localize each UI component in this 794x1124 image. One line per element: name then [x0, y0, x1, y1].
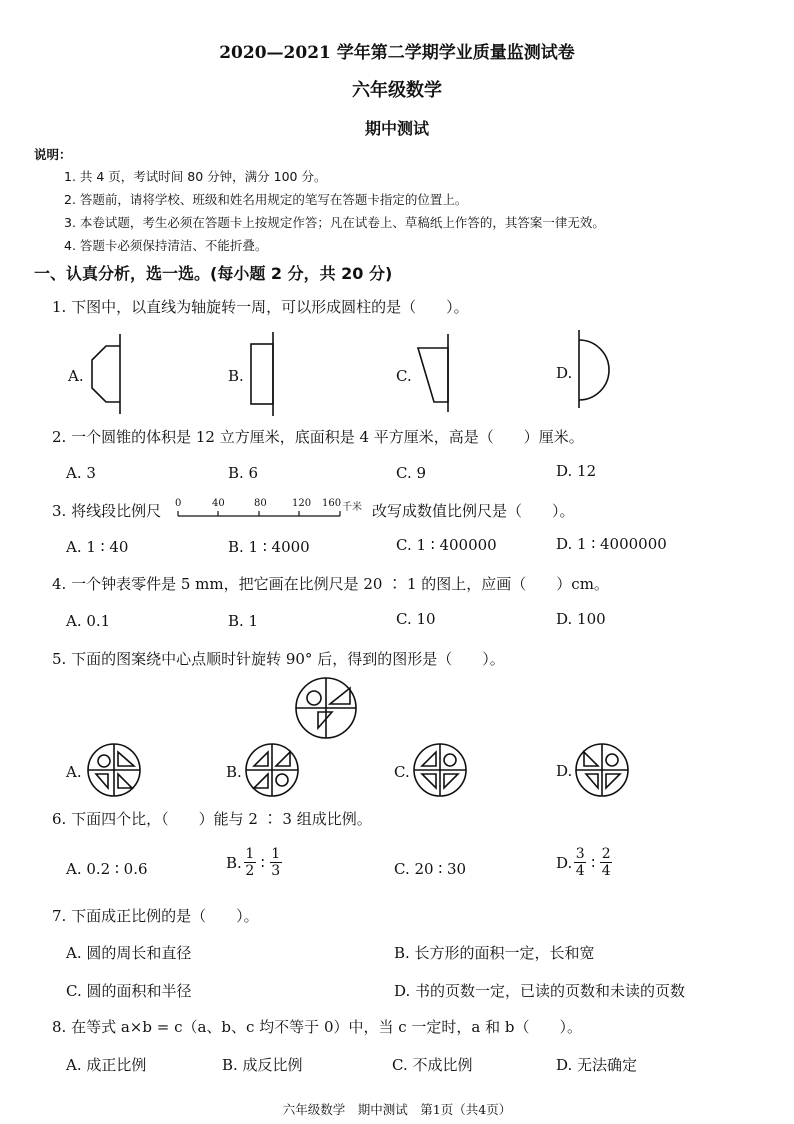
q7-option-c: C. 圆的面积和半径 [66, 982, 192, 1000]
fraction [600, 846, 612, 879]
scale-tick-label: 80 [254, 498, 267, 509]
q4-option-b: B. 1 [228, 612, 259, 630]
exam-type: 期中测试 [364, 119, 429, 138]
fraction [574, 846, 586, 879]
line-scale [172, 498, 370, 522]
q5-original-figure [294, 676, 358, 740]
subject-title: 六年级数学 [352, 80, 442, 101]
q1-figure-a [88, 334, 128, 416]
q6-option-d-label: D. [556, 853, 573, 872]
question-3: 3. 将线段比例尺 [52, 502, 162, 520]
q6-option-a: A. 0.2 ∶ 0.6 [66, 860, 148, 878]
numerator: 2 [601, 846, 611, 862]
q5-figure-a [86, 742, 142, 798]
q5-option-b: B. [226, 763, 242, 781]
q2-option-b: B. 6 [228, 464, 259, 482]
denominator: 4 [575, 863, 585, 879]
question-5: 5. 下面的图案绕中心点顺时针旋转 90° 后，得到的图形是（ ）。 [52, 650, 505, 668]
q3-option-d: D. 1 ∶ 4000000 [556, 535, 667, 553]
q1-figure-d [574, 330, 614, 410]
question-1: 1. 下图中，以直线为轴旋转一周，可以形成圆柱的是（ ）。 [52, 298, 469, 316]
q8-option-a: A. 成正比例 [66, 1056, 147, 1074]
denominator: 2 [245, 863, 255, 879]
q5-figure-d [574, 742, 630, 798]
question-6: 6. 下面四个比，（ ）能与 2 ∶ 3 组成比例。 [52, 810, 372, 828]
question-8: 8. 在等式 a×b = c（a、b、c 均不等于 0）中，当 c 一定时，a 和 b（ ）。 [52, 1018, 583, 1036]
question-4: 4. 一个钟表零件是 5 mm，把它画在比例尺是 20 ∶ 1 的图上，应画（ ）cm。 [52, 575, 609, 593]
q1-figure-b [246, 332, 286, 418]
note-item: 3. 本卷试题，考生必须在答题卡上按规定作答；凡在试卷上、草稿纸上作答的，其答案一律无效。 [64, 215, 605, 230]
q4-option-d: D. 100 [556, 610, 606, 628]
q4-option-c: C. 10 [396, 610, 436, 628]
note-item: 2. 答题前，请将学校、班级和姓名用规定的笔写在答题卡指定的位置上。 [64, 192, 468, 207]
q4-option-a: A. 0.1 [66, 612, 111, 630]
numerator: 1 [271, 846, 281, 862]
q5-option-d: D. [556, 762, 573, 780]
q8-option-c: C. 不成比例 [392, 1056, 473, 1074]
scale-tick-label: 40 [212, 498, 225, 509]
section-title: 一、认真分析，选一选。(每小题 2 分，共 20 分) [34, 264, 393, 283]
q6-option-b-label: B. [226, 853, 242, 872]
q8-option-b: B. 成反比例 [222, 1056, 303, 1074]
note-item: 4. 答题卡必须保持清洁、不能折叠。 [64, 238, 268, 253]
notes-label: 说明： [34, 147, 72, 162]
q2-option-d: D. 12 [556, 462, 597, 480]
q8-option-d: D. 无法确定 [556, 1056, 638, 1074]
exam-title: 2020—2021 学年第二学期学业质量监测试卷 [219, 43, 575, 63]
denominator: 3 [271, 863, 281, 879]
q3-option-b: B. 1 ∶ 4000 [228, 538, 310, 556]
fraction [244, 846, 256, 879]
q5-figure-b [244, 742, 300, 798]
note-item: 1. 共 4 页，考试时间 80 分钟，满分 100 分。 [64, 169, 327, 184]
q6-option-c: C. 20 ∶ 30 [394, 860, 467, 878]
scale-tick-label: 160 [322, 498, 342, 509]
scale-tick-label: 0 [175, 498, 182, 509]
numerator: 3 [575, 846, 585, 862]
q5-option-a: A. [66, 763, 82, 781]
q5-figure-c [412, 742, 468, 798]
q7-option-a: A. 圆的周长和直径 [66, 944, 192, 962]
scale-unit: 千米 [342, 502, 362, 513]
fraction [270, 846, 282, 879]
q1-figure-c [414, 334, 458, 414]
question-3-tail: 改写成数值比例尺是（ ）。 [372, 502, 575, 520]
q7-option-d: D. 书的页数一定，已读的页数和未读的页数 [394, 982, 686, 1000]
scale-tick-label: 120 [292, 498, 312, 509]
denominator: 4 [601, 863, 611, 879]
q7-option-b: B. 长方形的面积一定，长和宽 [394, 944, 595, 962]
q6-option-d: D. $\frac{3}{4}$ ∶ $\frac{2}{4}$ [556, 846, 611, 879]
q1-option-b: B. [228, 367, 244, 385]
q1-option-d: D. [556, 364, 573, 382]
q2-option-c: C. 9 [396, 464, 427, 482]
question-7: 7. 下面成正比例的是（ ）。 [52, 907, 259, 925]
q1-option-c: C. [396, 367, 412, 385]
q3-option-a: A. 1 ∶ 40 [66, 538, 129, 556]
q6-option-b: B. $\frac{1}{2}$ ∶ $\frac{1}{3}$ [226, 846, 281, 879]
q3-option-c: C. 1 ∶ 400000 [396, 536, 497, 554]
page-footer: 六年级数学 期中测试 第1页（共4页） [282, 1102, 512, 1117]
q1-option-a: A. [68, 367, 84, 385]
question-2: 2. 一个圆锥的体积是 12 立方厘米，底面积是 4 平方厘米，高是（ ）厘米。 [52, 428, 584, 446]
q5-option-c: C. [394, 763, 410, 781]
numerator: 1 [245, 846, 255, 862]
q2-option-a: A. 3 [66, 464, 96, 482]
